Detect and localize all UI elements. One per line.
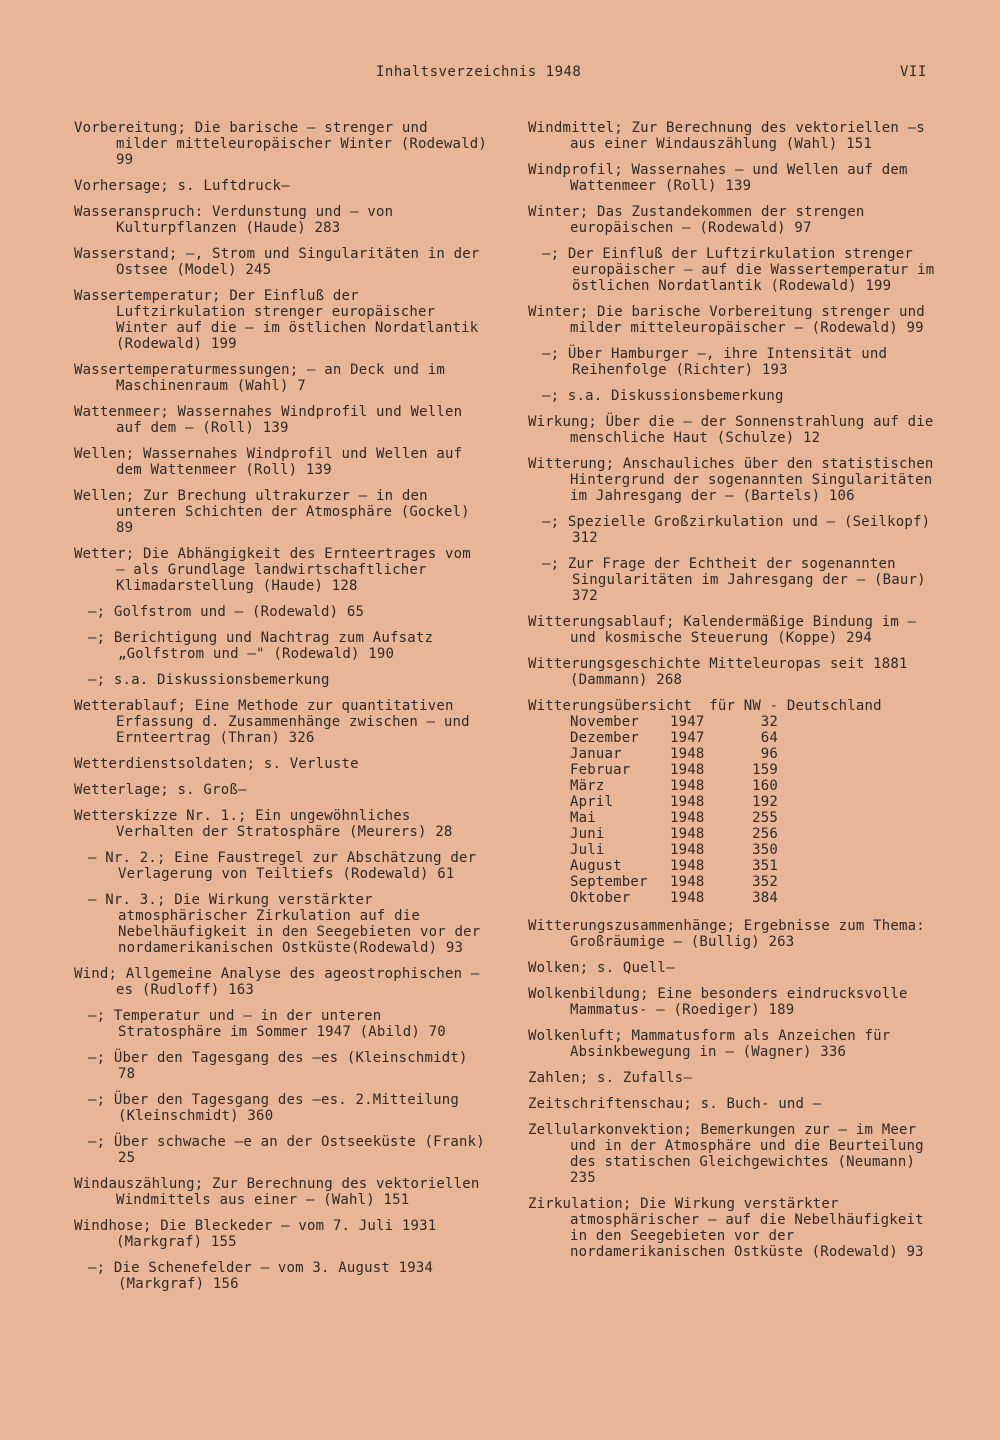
table-heading: Witterungsübersicht für NW - Deutschland [528,698,882,714]
table-cell-month: August [570,858,622,874]
index-entry: —; Die Schenefelder — vom 3. August 1934 (Markgraf) 156 [88,1260,442,1292]
table-row [528,826,942,842]
table-cell-page: 32 [760,714,778,730]
index-entry: Wolkenluft; Mammatusform als Anzeichen für Absinkbewegung in — (Wagner) 336 [528,1028,900,1060]
index-entry: Wetterskizze Nr. 1.; Ein ungewöhnliches Verhalten der Stratosphäre (Meurers) 28 [74,808,453,840]
table-cell-month: Juni [570,826,605,842]
table-row [528,874,942,890]
table-cell-page: 64 [760,730,778,746]
table-cell-page: 160 [752,778,778,794]
table-cell-month: November [570,714,640,730]
index-entry: —; Berichtigung und Nachtrag zum Aufsatz „Golfstrom und —" (Rodewald) 190 [88,630,442,662]
table-row [528,714,942,730]
table-cell-page: 351 [752,858,778,874]
witterungsuebersicht-table [528,698,942,906]
table-cell-year: 1948 [670,842,705,858]
table-cell-year: 1948 [670,746,705,762]
table-cell-year: 1947 [670,730,705,746]
table-cell-month: Februar [570,762,631,778]
index-column-right [528,120,942,1270]
table-row [528,778,942,794]
page-number: VII [900,64,927,80]
index-entry: —; Golfstrom und — (Rodewald) 65 [88,604,365,620]
table-cell-page: 96 [760,746,778,762]
table-cell-month: März [570,778,605,794]
table-cell-month: April [570,794,614,810]
table-cell-year: 1947 [670,714,705,730]
index-entry: Witterungszusammenhänge; Ergebnisse zum Thema: Großräumige — (Bullig) 263 [528,918,934,950]
table-cell-page: 352 [752,874,778,890]
table-row [528,842,942,858]
index-entry: Wetter; Die Abhängigkeit des Ernteertrages vom — als Grundlage landwirtschaftlicher Klimadarstellung (Haude) 128 [74,546,480,594]
index-entry: Zirkulation; Die Wirkung verstärkter atmosphärischer — auf die Nebelhäufigkeit in den Seegebieten vor der nordamerikanischen Ostküste (Rodewald) 93 [528,1196,933,1260]
table-row [528,762,942,778]
table-cell-page: 159 [752,762,778,778]
index-group-right-top [528,120,942,688]
index-entry: —; Der Einfluß der Luftzirkulation strenger europäischer — auf die Wassertemperatur im östlichen Nordatlantik (Rodewald) 199 [542,246,944,294]
table-cell-year: 1948 [670,778,705,794]
table-row [528,746,942,762]
index-entry: Witterungsgeschichte Mitteleuropas seit 1881 (Dammann) 268 [528,656,917,688]
index-entry: —; Über Hamburger —, ihre Intensität und Reihenfolge (Richter) 193 [542,346,896,378]
index-entry: Windhose; Die Bleckeder — vom 7. Juli 1931 (Markgraf) 155 [74,1218,446,1250]
index-entry: Wassertemperaturmessungen; — an Deck und im Maschinenraum (Wahl) 7 [74,362,454,394]
index-entry: Wolkenbildung; Eine besonders eindrucksvolle Mammatus- — (Roediger) 189 [528,986,917,1018]
table-cell-year: 1948 [670,826,705,842]
index-entry: Wellen; Zur Brechung ultrakurzer — in den unteren Schichten der Atmosphäre (Gockel) 89 [74,488,479,536]
index-entry: —; Temperatur und — in der unteren Stratosphäre im Sommer 1947 (Abild) 70 [88,1008,446,1040]
index-entry: Witterungsablauf; Kalendermäßige Bindung im — und kosmische Steuerung (Koppe) 294 [528,614,925,646]
index-entry: — Nr. 2.; Eine Faustregel zur Abschätzung der Verlagerung von Teiltiefs (Rodewald) 61 [88,850,485,882]
index-entry: Zahlen; s. Zufalls— [528,1070,692,1086]
table-cell-page: 256 [752,826,778,842]
table-row [528,810,942,826]
table-cell-page: 350 [752,842,778,858]
index-entry: Wattenmeer; Wassernahes Windprofil und Wellen auf dem — (Roll) 139 [74,404,471,436]
table-row [528,858,942,874]
index-entry: Wasserstand; —, Strom und Singularitäten in der Ostsee (Model) 245 [74,246,489,278]
table-cell-month: September [570,874,648,890]
table-cell-page: 384 [752,890,778,906]
table-cell-month: Mai [570,810,596,826]
table-cell-page: 192 [752,794,778,810]
index-entry: Vorbereitung; Die barische — strenger und milder mitteleuropäischer Winter (Rodewald) 99 [74,120,496,168]
index-entry: — Nr. 3.; Die Wirkung verstärkter atmosphärischer Zirkulation auf die Nebelhäufigkeit in den Seegebieten vor der nordamerikanischen Ostküste(Rodewald) 93 [88,892,490,956]
index-column-left [74,120,496,1302]
table-cell-month: Januar [570,746,622,762]
index-entry: Windprofil; Wassernahes — und Wellen auf dem Wattenmeer (Roll) 139 [528,162,917,194]
index-entry: —; s.a. Diskussionsbemerkung [542,388,784,404]
table-cell-month: Oktober [570,890,631,906]
index-entry: Winter; Die barische Vorbereitung strenger und milder mitteleuropäischer — (Rodewald) 99 [528,304,934,336]
index-entry: —; s.a. Diskussionsbemerkung [88,672,330,688]
index-entry: —; Über schwache —e an der Ostseeküste (Frank) 25 [88,1134,494,1166]
index-entry: —; Spezielle Großzirkulation und — (Seilkopf) 312 [542,514,939,546]
index-group-right-bottom [528,918,942,1260]
table-row [528,890,942,906]
index-entry: Winter; Das Zustandekommen der strengen europäischen — (Rodewald) 97 [528,204,874,236]
table-cell-year: 1948 [670,890,705,906]
index-entry: Vorhersage; s. Luftdruck— [74,178,290,194]
table-cell-month: Dezember [570,730,640,746]
index-entry: Wind; Allgemeine Analyse des ageostrophischen —es (Rudloff) 163 [74,966,480,998]
index-entry: Windauszählung; Zur Berechnung des vektoriellen Windmittels aus einer — (Wahl) 151 [74,1176,489,1208]
index-entry: Wassertemperatur; Der Einfluß der Luftzirkulation strenger europäischer Winter auf die — im östlichen Nordatlantik (Rodewald) 199 [74,288,488,352]
index-entry: Wirkung; Über die — der Sonnenstrahlung auf die menschliche Haut (Schulze) 12 [528,414,943,446]
page-header [0,64,1000,84]
index-entry: Zeitschriftenschau; s. Buch- und — [528,1096,822,1112]
table-cell-year: 1948 [670,762,705,778]
index-entry: Wetterdienstsoldaten; s. Verluste [74,756,359,772]
index-entry: Zellularkonvektion; Bemerkungen zur — im Meer und in der Atmosphäre und die Beurteilung des statischen Gleichgewichtes (Neumann) 235 [528,1122,933,1186]
index-entry: —; Über den Tagesgang des —es (Kleinschmidt) 78 [88,1050,477,1082]
index-entry: —; Über den Tagesgang des —es. 2.Mitteilung (Kleinschmidt) 360 [88,1092,468,1124]
table-row [528,794,942,810]
page-title: Inhaltsverzeichnis 1948 [376,64,582,80]
table-cell-month: Juli [570,842,605,858]
table-row [528,730,942,746]
table-body [528,714,942,906]
index-entry: —; Zur Frage der Echtheit der sogenannten Singularitäten im Jahresgang der — (Baur) 372 [542,556,935,604]
table-cell-year: 1948 [670,794,705,810]
index-entry: Wetterlage; s. Groß— [74,782,247,798]
table-cell-year: 1948 [670,858,705,874]
index-entry: Wetterablauf; Eine Methode zur quantitativen Erfassung d. Zusammenhänge zwischen — und Ernteertrag (Thran) 326 [74,698,479,746]
index-entry: Windmittel; Zur Berechnung des vektoriellen —s aus einer Windauszählung (Wahl) 151 [528,120,934,152]
table-cell-year: 1948 [670,810,705,826]
index-entry: Witterung; Anschauliches über den statistischen Hintergrund der sogenannten Singularitäten im Jahresgang der — (Bartels) 106 [528,456,943,504]
index-entry: Wasseranspruch: Verdunstung und — von Kulturpflanzen (Haude) 283 [74,204,402,236]
index-entry: Wolken; s. Quell— [528,960,675,976]
index-entry: Wellen; Wassernahes Windprofil und Wellen auf dem Wattenmeer (Roll) 139 [74,446,471,478]
table-cell-year: 1948 [670,874,705,890]
table-cell-page: 255 [752,810,778,826]
